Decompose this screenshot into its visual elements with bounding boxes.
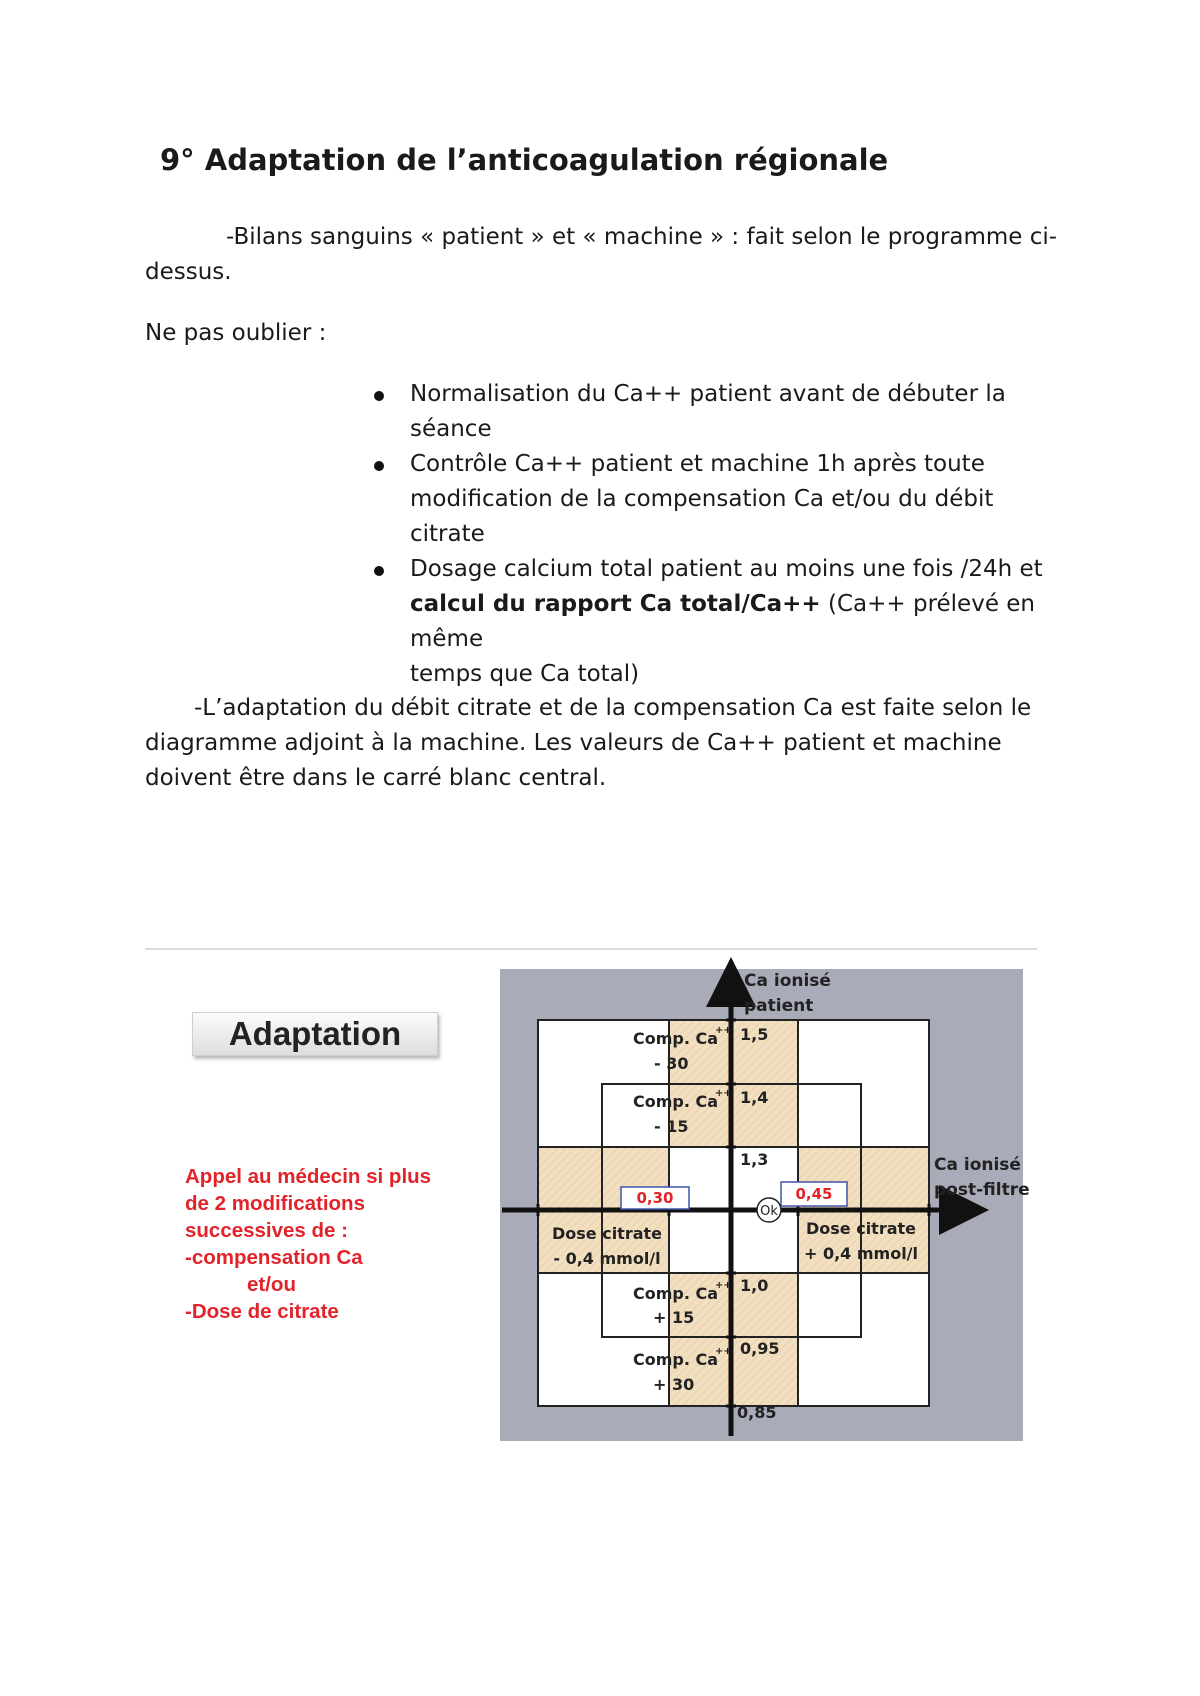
comp-sup: ++ [715, 1346, 732, 1357]
bold-ratio-text: calcul du rapport Ca total/Ca++ [410, 591, 821, 617]
ok-label: Ok [760, 1204, 778, 1219]
y-tick-label: 0,95 [740, 1339, 780, 1358]
comp-sup: ++ [715, 1280, 732, 1291]
dose-left-value: - 0,4 mmol/l [553, 1249, 661, 1268]
zone-bottom-right [798, 1273, 929, 1406]
y-axis-label: patient [744, 996, 814, 1016]
comp-label: Comp. Ca [633, 1092, 719, 1111]
reminder-heading: Ne pas oublier : [145, 320, 327, 346]
bullet-item: Dosage calcium total patient au moins une fois /24h et calcul du rapport Ca total/Ca++ (Ca++ prélevé en même temps que Ca total) [374, 552, 1074, 692]
adaptation-line-2: diagramme adjoint à la machine. Les valeurs de Ca++ patient et machine [145, 730, 1002, 756]
comp-label: Comp. Ca [633, 1350, 719, 1369]
comp-value: + 15 [653, 1308, 695, 1327]
x-axis-label: post-filtre [934, 1180, 1030, 1200]
y-tick-label: 1,4 [740, 1088, 769, 1107]
dose-right-label: Dose citrate [805, 1219, 917, 1238]
y-tick-label: 0,85 [737, 1403, 777, 1422]
y-axis-label: Ca ionisé [744, 971, 831, 991]
comp-value: - 15 [654, 1117, 689, 1136]
intro-line-2: dessus. [145, 259, 232, 285]
x-axis-label: Ca ionisé [934, 1155, 1021, 1175]
bullet-item: Contrôle Ca++ patient et machine 1h après toute modification de la compensation Ca et/ou du débit citrate [374, 447, 1074, 552]
intro-line-1: -Bilans sanguins « patient » et « machine » : fait selon le programme ci- [226, 224, 1058, 250]
dose-left-label: Dose citrate [551, 1224, 663, 1243]
doctor-call-note: Appel au médecin si plus de 2 modifications successives de : -compensation Ca et/ou -Dose de citrate [185, 1165, 432, 1323]
y-tick-label: 1,5 [740, 1025, 769, 1044]
comp-label: Comp. Ca [633, 1284, 719, 1303]
y-tick-label: 1,0 [740, 1276, 769, 1295]
left-value: 0,30 [636, 1189, 674, 1207]
section-heading: 9° Adaptation de l’anticoagulation régionale [160, 143, 889, 177]
y-tick-label: 1,3 [740, 1150, 769, 1169]
bullet-item: Normalisation du Ca++ patient avant de débuter la séance [374, 377, 1074, 447]
adaptation-badge: Adaptation [192, 1012, 438, 1056]
dose-right-value: + 0,4 mmol/l [803, 1244, 919, 1263]
adaptation-line-1: -L’adaptation du débit citrate et de la compensation Ca est faite selon le [194, 695, 1032, 721]
right-value: 0,45 [795, 1185, 833, 1203]
comp-value: + 30 [653, 1375, 695, 1394]
adaptation-line-3: doivent être dans le carré blanc central. [145, 765, 607, 791]
comp-sup: ++ [715, 1088, 732, 1099]
comp-label: Comp. Ca [633, 1029, 719, 1048]
comp-value: - 30 [654, 1054, 689, 1073]
comp-sup: ++ [715, 1025, 732, 1036]
